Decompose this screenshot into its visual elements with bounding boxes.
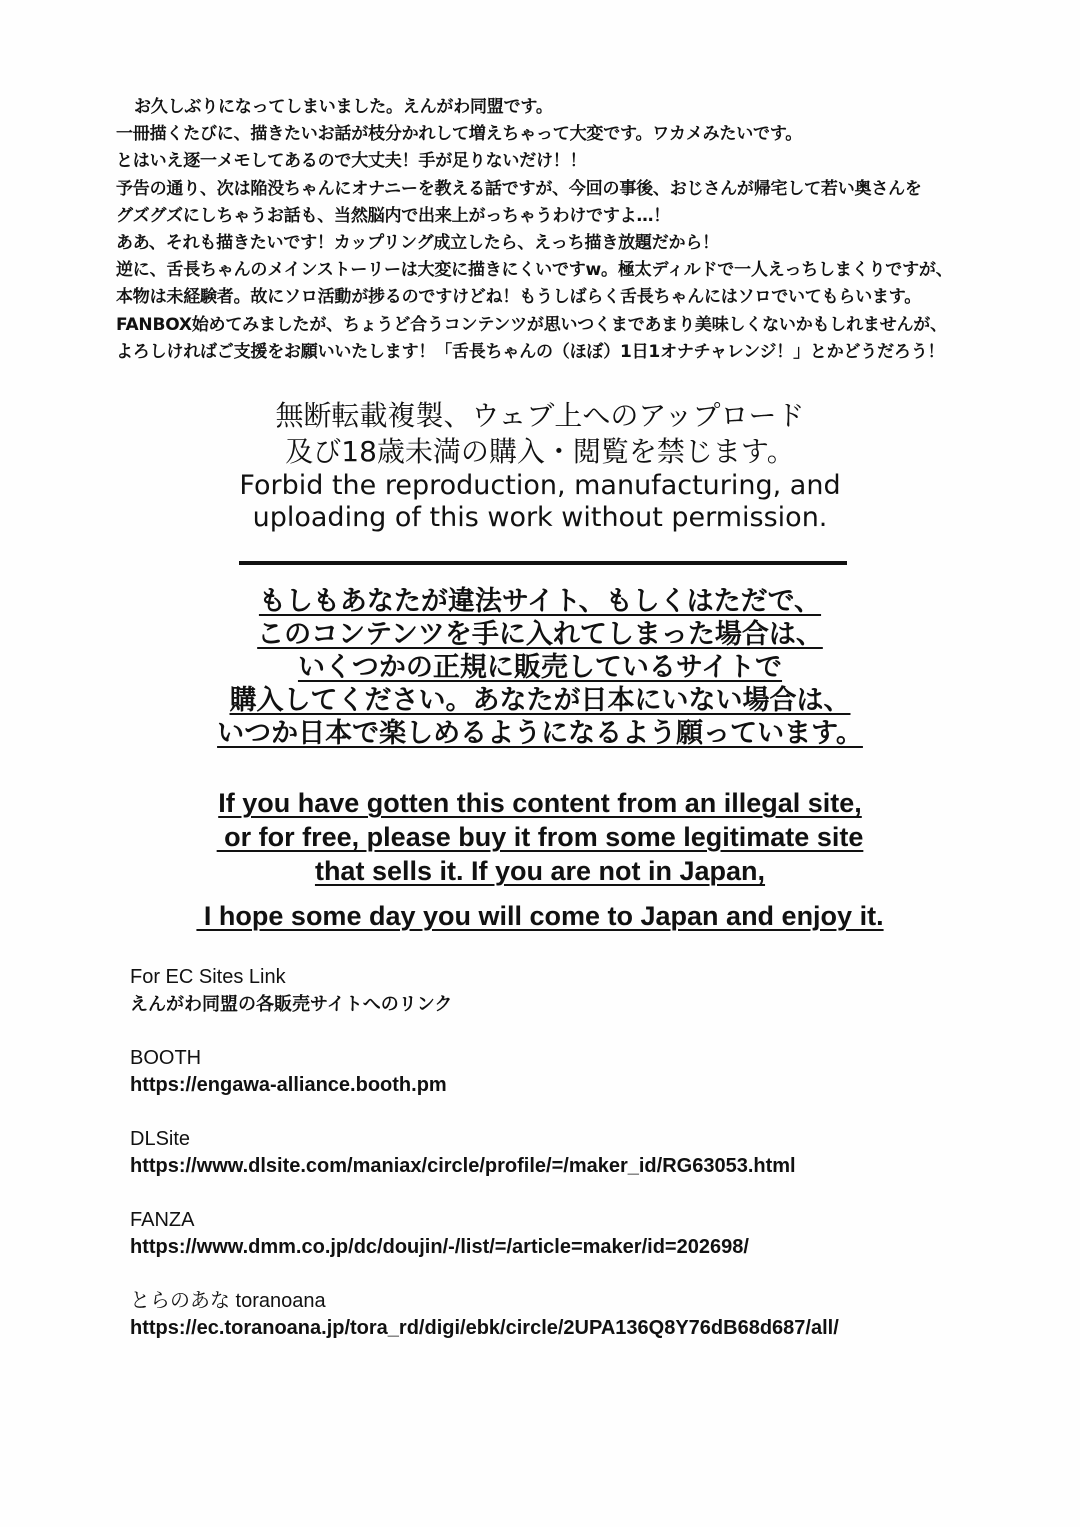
site-name: DLSite bbox=[130, 1128, 191, 1150]
divider bbox=[239, 561, 847, 565]
message-text: or for free, please buy it from some legitimate site bbox=[216, 822, 864, 852]
afterword-line: よろしければご支援をお願いいたします！「舌長ちゃんの（ほぼ）1日1オナチャレンジ！」とかどうだろう！ bbox=[116, 341, 945, 362]
site-url[interactable]: https://www.dlsite.com/maniax/circle/profile/=/maker_id/RG63053.html bbox=[130, 1155, 796, 1177]
afterword-line: お久しぶりになってしまいました。えんがわ同盟です。 bbox=[134, 97, 553, 117]
message-line bbox=[0, 684, 1080, 717]
afterword-line: 本物は未経験者。故にソロ活動が捗るのですけどね！もうしばらく舌長ちゃんにはソロでいてもらいます。 bbox=[116, 287, 922, 308]
site-url[interactable]: https://ec.toranoana.jp/tora_rd/digi/ebk/circle/2UPA136Q8Y76dB68d687/all/ bbox=[130, 1317, 839, 1339]
message-text: もしもあなたが違法サイト、もしくはただで、 bbox=[258, 586, 822, 617]
message-line bbox=[0, 651, 1080, 684]
afterword-text bbox=[116, 94, 1016, 366]
site-dlsite bbox=[130, 1126, 1030, 1180]
message-text: このコンテンツを手に入れてしまった場合は、 bbox=[257, 619, 823, 650]
notice-en-line: uploading of this work without permission. bbox=[252, 502, 828, 533]
afterword-line: グズグズにしちゃうお話も、当然脳内で出来上がっちゃうわけですよ…！ bbox=[116, 205, 671, 226]
message-text: いつか日本で楽しめるようになるよう願っています。 bbox=[217, 718, 863, 749]
notice-jp-line: 及び18歳未満の購入・閲覧を禁じます。 bbox=[285, 435, 795, 468]
site-url[interactable]: https://www.dmm.co.jp/dc/doujin/-/list/=/article=maker/id=202698/ bbox=[130, 1236, 749, 1258]
afterword-line: FANBOX始めてみましたが、ちょうど合うコンテンツが思いつくまであまり美味しくないかもしれませんが、 bbox=[116, 314, 947, 335]
site-name: BOOTH bbox=[130, 1047, 202, 1069]
notice-en-line: Forbid the reproduction, manufacturing, and bbox=[239, 470, 841, 501]
notice-jp-line: 無断転載複製、ウェブ上へのアップロード bbox=[275, 399, 805, 432]
site-booth bbox=[130, 1045, 1030, 1099]
afterword-line: ああ、それも描きたいです！カップリング成立したら、えっち描き放題だから！ bbox=[116, 233, 719, 254]
message-text: いくつかの正規に販売しているサイトで bbox=[297, 652, 783, 683]
ec-links bbox=[130, 964, 1030, 1342]
message-line bbox=[0, 820, 1080, 854]
site-toranoana bbox=[130, 1288, 1030, 1342]
message-line bbox=[0, 717, 1080, 750]
site-name: FANZA bbox=[130, 1209, 195, 1231]
message-text: 購入してください。あなたが日本にいない場合は、 bbox=[229, 685, 851, 716]
message-text: If you have gotten this content from an illegal site, bbox=[218, 788, 862, 818]
message-line bbox=[0, 618, 1080, 651]
site-fanza bbox=[130, 1207, 1030, 1261]
illegal-site-message-jp bbox=[0, 585, 1080, 750]
site-url[interactable]: https://engawa-alliance.booth.pm bbox=[130, 1074, 447, 1096]
afterword-line: 一冊描くたびに、描きたいお話が枝分かれして増えちゃって大変です。ワカメみたいです。 bbox=[116, 124, 803, 145]
site-name: とらのあな toranoana bbox=[130, 1290, 326, 1312]
links-heading-jp: えんがわ同盟の各販売サイトへのリンク bbox=[130, 994, 453, 1015]
message-line bbox=[0, 854, 1080, 888]
message-line bbox=[0, 899, 1080, 933]
message-line bbox=[0, 585, 1080, 618]
message-text: I hope some day you will come to Japan and enjoy it. bbox=[196, 901, 884, 931]
afterword-line: 予告の通り、次は陥没ちゃんにオナニーを教える話ですが、今回の事後、おじさんが帰宅して若い奥さんを bbox=[116, 178, 922, 199]
message-line bbox=[0, 786, 1080, 820]
afterword-line: とはいえ逐一メモしてあるので大丈夫！手が足りないだけ！！ bbox=[116, 151, 587, 172]
illegal-site-message-en bbox=[0, 786, 1080, 933]
message-text: that sells it. If you are not in Japan, bbox=[314, 856, 766, 886]
links-heading-en: For EC Sites Link bbox=[130, 966, 286, 988]
copyright-notice bbox=[0, 398, 1080, 534]
afterword-line: 逆に、舌長ちゃんのメインストーリーは大変に描きにくいですw。極太ディルドで一人えっちしまくりですが、 bbox=[116, 260, 953, 281]
